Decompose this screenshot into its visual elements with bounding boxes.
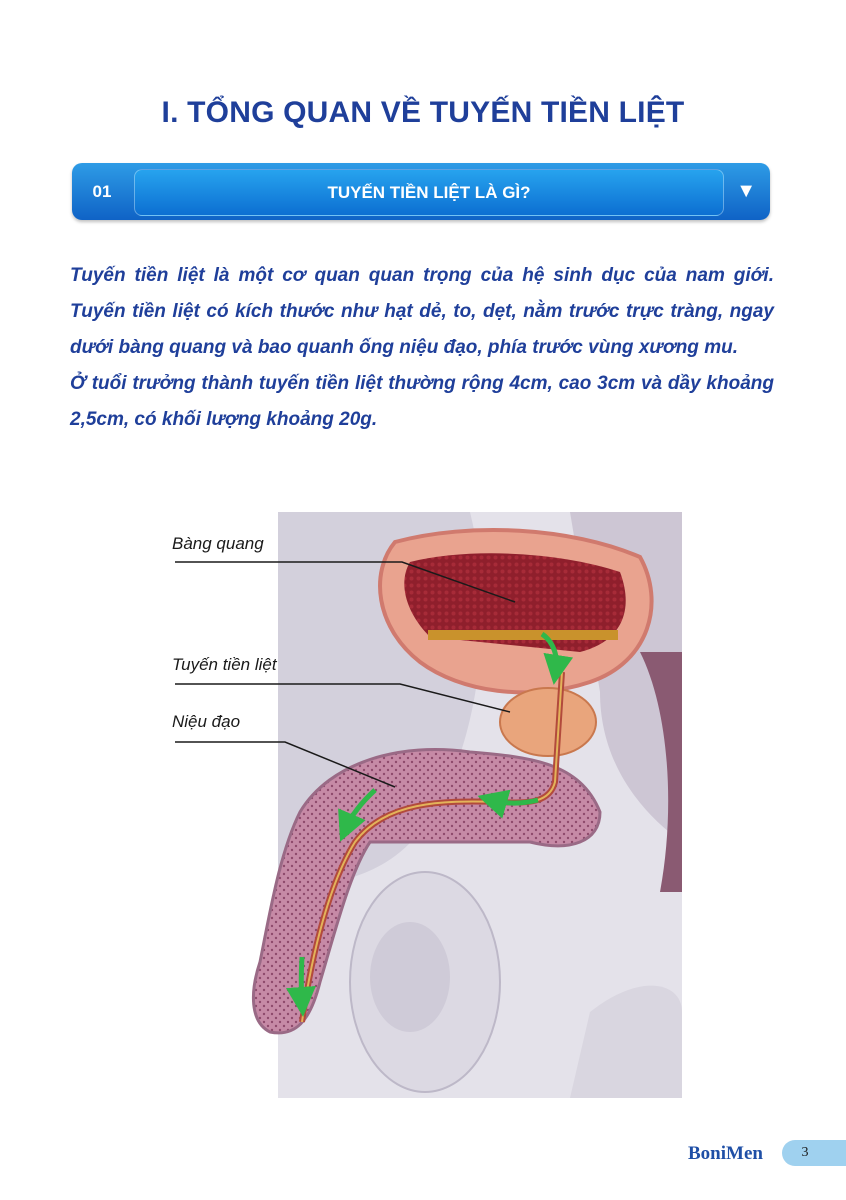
section-number: 01 — [92, 182, 112, 201]
anatomy-illustration — [170, 512, 682, 1098]
label-bladder: Bàng quang — [172, 534, 264, 553]
section-label-panel — [134, 169, 724, 216]
triangle-down-icon[interactable]: ▼ — [736, 180, 756, 202]
paragraph-2: Ở tuổi trưởng thành tuyến tiền liệt thường rộng 4cm, cao 3cm và dầy khoảng 2,5cm, có khối lượng khoảng 20g. — [70, 373, 774, 430]
section-label: TUYẾN TIỀN LIỆT LÀ GÌ? — [327, 183, 531, 202]
paragraph-1: Tuyến tiền liệt là một cơ quan quan trọng của hệ sinh dục của nam giới. Tuyến tiền liệt có kích thước như hạt dẻ, to, dẹt, nằm trước trực tràng, ngay dưới bàng quang và bao quanh ống niệu đạo, phía trước vùng xương mu. — [70, 265, 774, 358]
page-number-badge — [782, 1140, 846, 1166]
brand-logo: BoniMen — [688, 1143, 763, 1164]
section-header — [72, 163, 770, 220]
label-prostate: Tuyến tiền liệt — [172, 655, 277, 674]
intro-text — [70, 258, 774, 438]
label-urethra: Niệu đạo — [172, 712, 241, 731]
page-title: I. TỔNG QUAN VỀ TUYẾN TIỀN LIỆT — [161, 96, 685, 129]
page-number: 3 — [801, 1145, 809, 1160]
anatomy-drawing — [170, 512, 682, 1098]
